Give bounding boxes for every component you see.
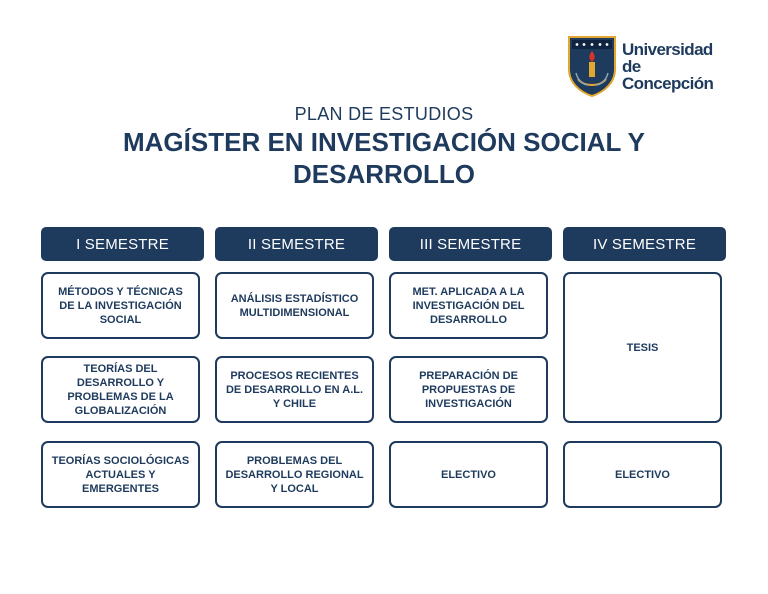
university-shield-icon <box>566 35 618 97</box>
semester-column-2 <box>215 227 378 261</box>
course-card: TESIS <box>563 272 722 423</box>
semester-column-4 <box>563 227 726 261</box>
course-card: PROBLEMAS DEL DESARROLLO REGIONAL Y LOCAL <box>215 441 374 508</box>
semester-header: IV SEMESTRE <box>563 227 726 261</box>
course-card: PROCESOS RECIENTES DE DESARROLLO EN A.L. Y CHILE <box>215 356 374 423</box>
course-card: ANÁLISIS ESTADÍSTICO MULTIDIMENSIONAL <box>215 272 374 339</box>
course-card: MET. APLICADA A LA INVESTIGACIÓN DEL DESARROLLO <box>389 272 548 339</box>
course-card: MÉTODOS Y TÉCNICAS DE LA INVESTIGACIÓN SOCIAL <box>41 272 200 339</box>
course-card: TEORÍAS SOCIOLÓGICAS ACTUALES Y EMERGENTES <box>41 441 200 508</box>
university-logo <box>566 34 736 98</box>
course-card: ELECTIVO <box>563 441 722 508</box>
logo-line-1: Universidad <box>622 39 713 59</box>
semester-header: II SEMESTRE <box>215 227 378 261</box>
semester-column-3 <box>389 227 552 261</box>
semester-header: I SEMESTRE <box>41 227 204 261</box>
page-supertitle: PLAN DE ESTUDIOS <box>294 104 474 124</box>
page-title: MAGÍSTER EN INVESTIGACIÓN SOCIAL Y DESARROLLO <box>123 127 645 189</box>
semester-column-1 <box>41 227 204 261</box>
semester-header: III SEMESTRE <box>389 227 552 261</box>
logo-line-2: de Concepción <box>622 56 714 93</box>
university-name <box>622 41 736 92</box>
course-card: ELECTIVO <box>389 441 548 508</box>
course-card: TEORÍAS DEL DESARROLLO Y PROBLEMAS DE LA GLOBALIZACIÓN <box>41 356 200 423</box>
course-card: PREPARACIÓN DE PROPUESTAS DE INVESTIGACIÓN <box>389 356 548 423</box>
